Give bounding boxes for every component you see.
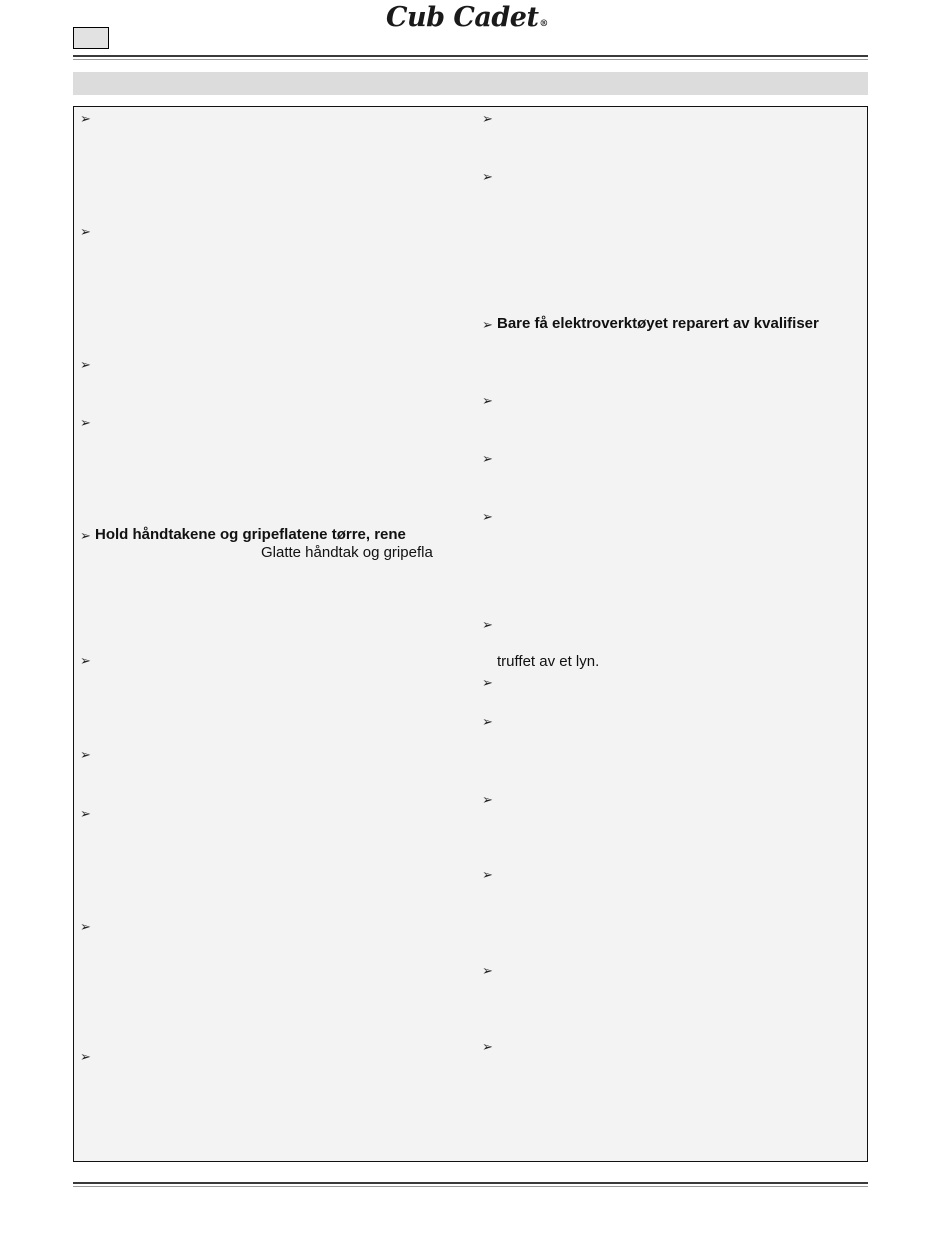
left-text-line: Glatte håndtak og gripefla (261, 544, 433, 561)
right-bold-heading: Bare få elektroverktøyet reparert av kvalifiser (497, 315, 819, 332)
right-text-line: truffet av et lyn. (497, 653, 600, 670)
bullet-icon: ➢ (482, 617, 493, 632)
cub-cadet-logo (386, 2, 548, 36)
bullet-icon: ➢ (482, 1039, 493, 1054)
bullet-icon: ➢ (482, 317, 493, 332)
bullet-icon: ➢ (80, 224, 91, 239)
footer-rule-thin (73, 1186, 868, 1187)
bullet-icon: ➢ (482, 111, 493, 126)
bullet-icon: ➢ (482, 867, 493, 882)
bullet-icon: ➢ (482, 963, 493, 978)
bullet-icon: ➢ (80, 415, 91, 430)
bullet-icon: ➢ (80, 357, 91, 372)
section-title-band (73, 72, 868, 95)
bullet-icon: ➢ (80, 528, 91, 543)
bullet-icon: ➢ (80, 653, 91, 668)
bullet-icon: ➢ (80, 111, 91, 126)
bullet-icon: ➢ (482, 509, 493, 524)
header-rule-thin (73, 59, 868, 60)
page-number-box (73, 27, 109, 49)
content-box (73, 106, 868, 1162)
bullet-icon: ➢ (80, 806, 91, 821)
bullet-icon: ➢ (482, 675, 493, 690)
footer-rule (73, 1182, 868, 1184)
bullet-icon: ➢ (482, 169, 493, 184)
bullet-icon: ➢ (482, 451, 493, 466)
left-bold-heading: Hold håndtakene og gripeflatene tørre, rene (95, 526, 406, 543)
bullet-icon: ➢ (80, 747, 91, 762)
brand-name: Cub Cadet (386, 2, 539, 33)
bullet-icon: ➢ (482, 393, 493, 408)
header-rule (73, 55, 868, 57)
bullet-icon: ➢ (80, 919, 91, 934)
bullet-icon: ➢ (482, 714, 493, 729)
bullet-icon: ➢ (482, 792, 493, 807)
bullet-icon: ➢ (80, 1049, 91, 1064)
registered-mark: ® (539, 19, 548, 29)
